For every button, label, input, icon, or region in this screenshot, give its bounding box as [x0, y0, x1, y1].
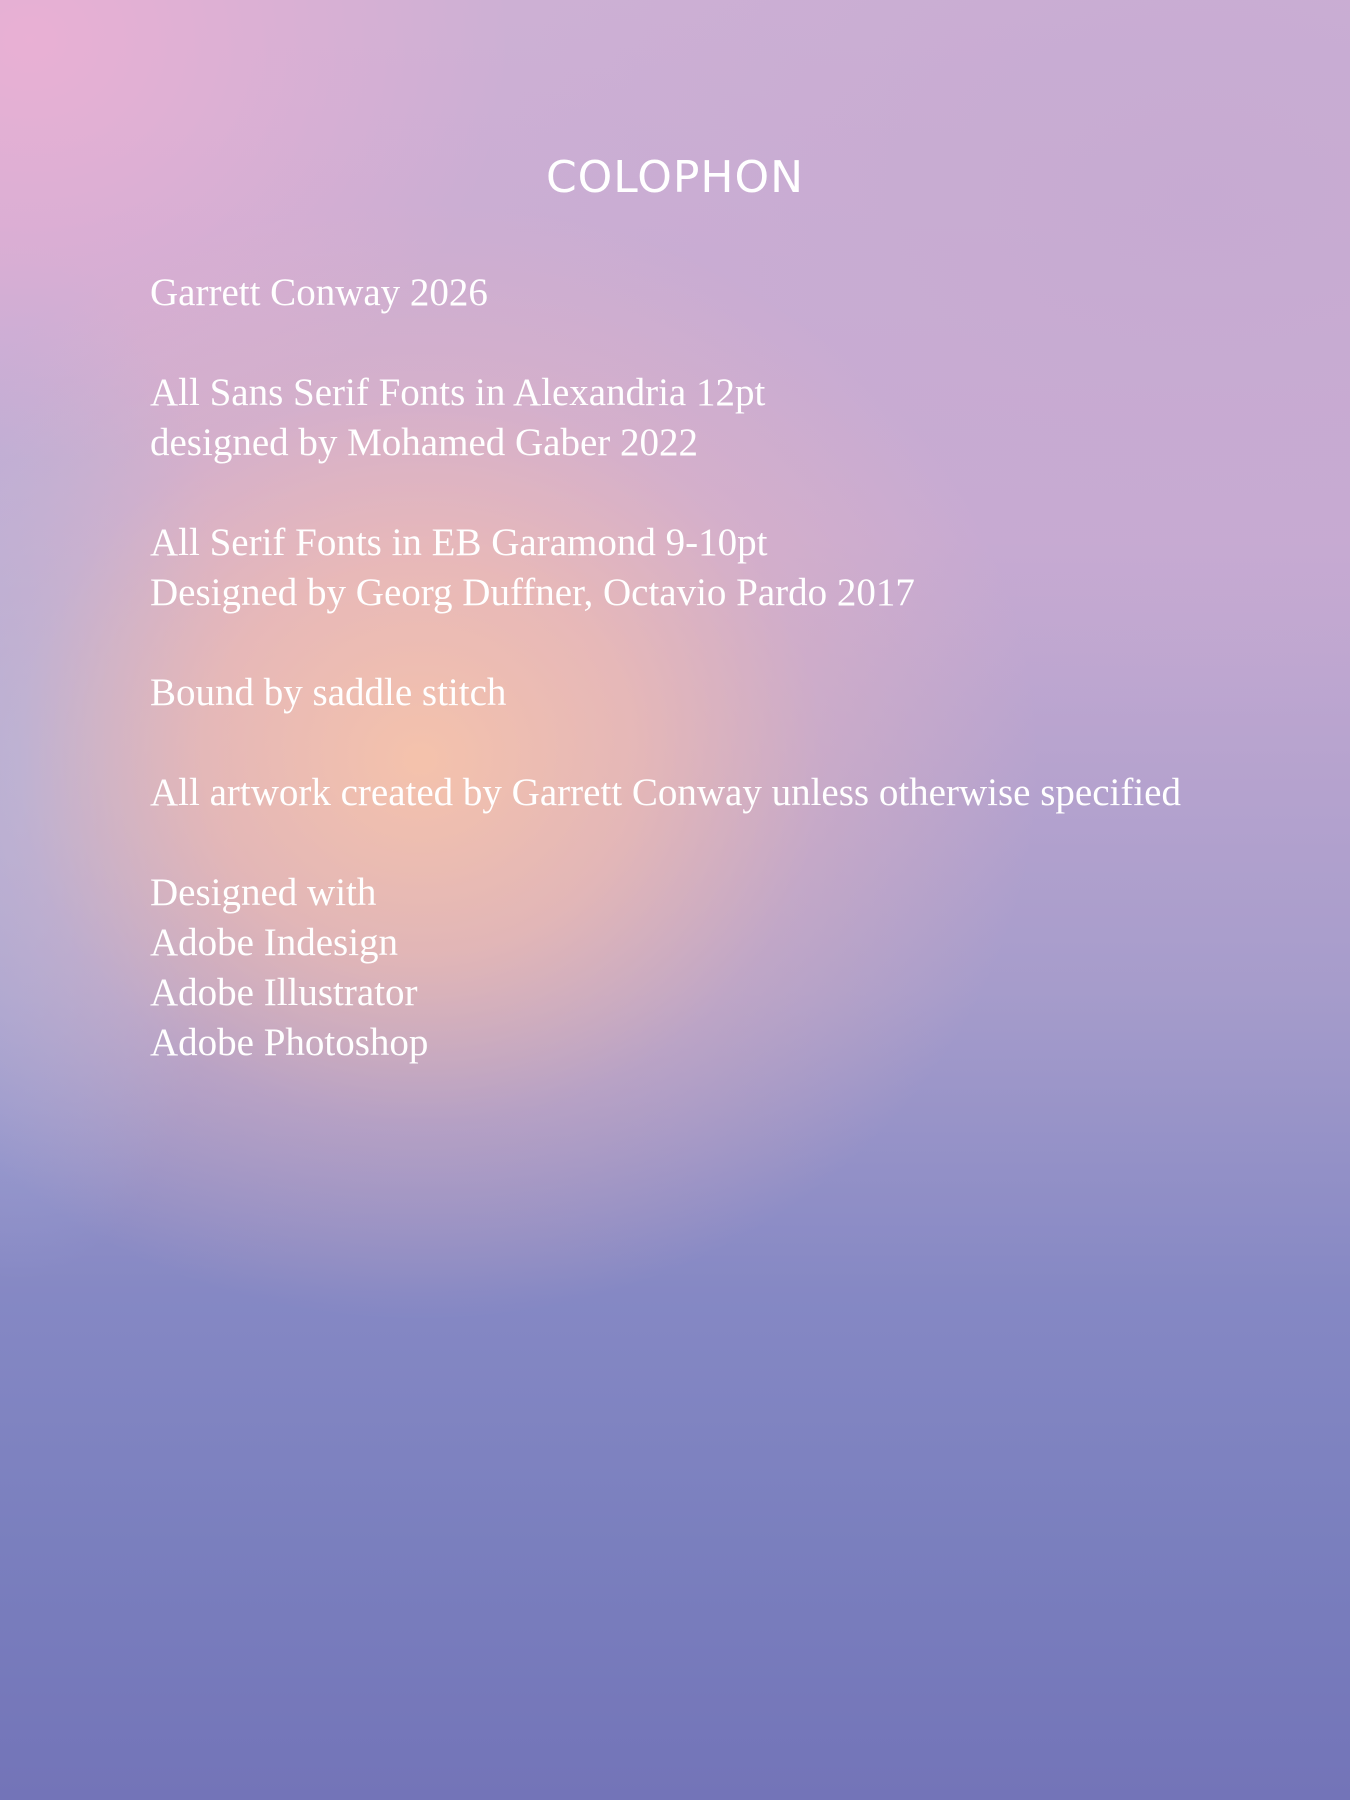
colophon-content — [150, 268, 1300, 1118]
page-title: COLOPHON — [545, 152, 805, 203]
software-photoshop-line: Adobe Photoshop — [150, 1021, 429, 1064]
serif-designer-line: Designed by Georg Duffner, Octavio Pardo 2017 — [150, 571, 915, 614]
software-illustrator-line: Adobe Illustrator — [150, 971, 418, 1014]
artwork-block — [150, 768, 1300, 818]
author-block — [150, 268, 1300, 318]
artwork-credit-line: All artwork created by Garrett Conway unless otherwise specified — [150, 771, 1181, 814]
software-indesign-line: Adobe Indesign — [150, 921, 399, 964]
binding-line: Bound by saddle stitch — [150, 671, 507, 714]
sans-serif-font-line: All Sans Serif Fonts in Alexandria 12pt — [150, 371, 766, 414]
software-block — [150, 868, 1300, 1068]
serif-font-line: All Serif Fonts in EB Garamond 9-10pt — [150, 521, 768, 564]
sans-serif-designer-line: designed by Mohamed Gaber 2022 — [150, 421, 699, 464]
binding-block — [150, 668, 1300, 718]
serif-font-block — [150, 518, 1300, 618]
author-line: Garrett Conway 2026 — [150, 271, 488, 314]
software-intro-line: Designed with — [150, 871, 377, 914]
sans-serif-font-block — [150, 368, 1300, 468]
